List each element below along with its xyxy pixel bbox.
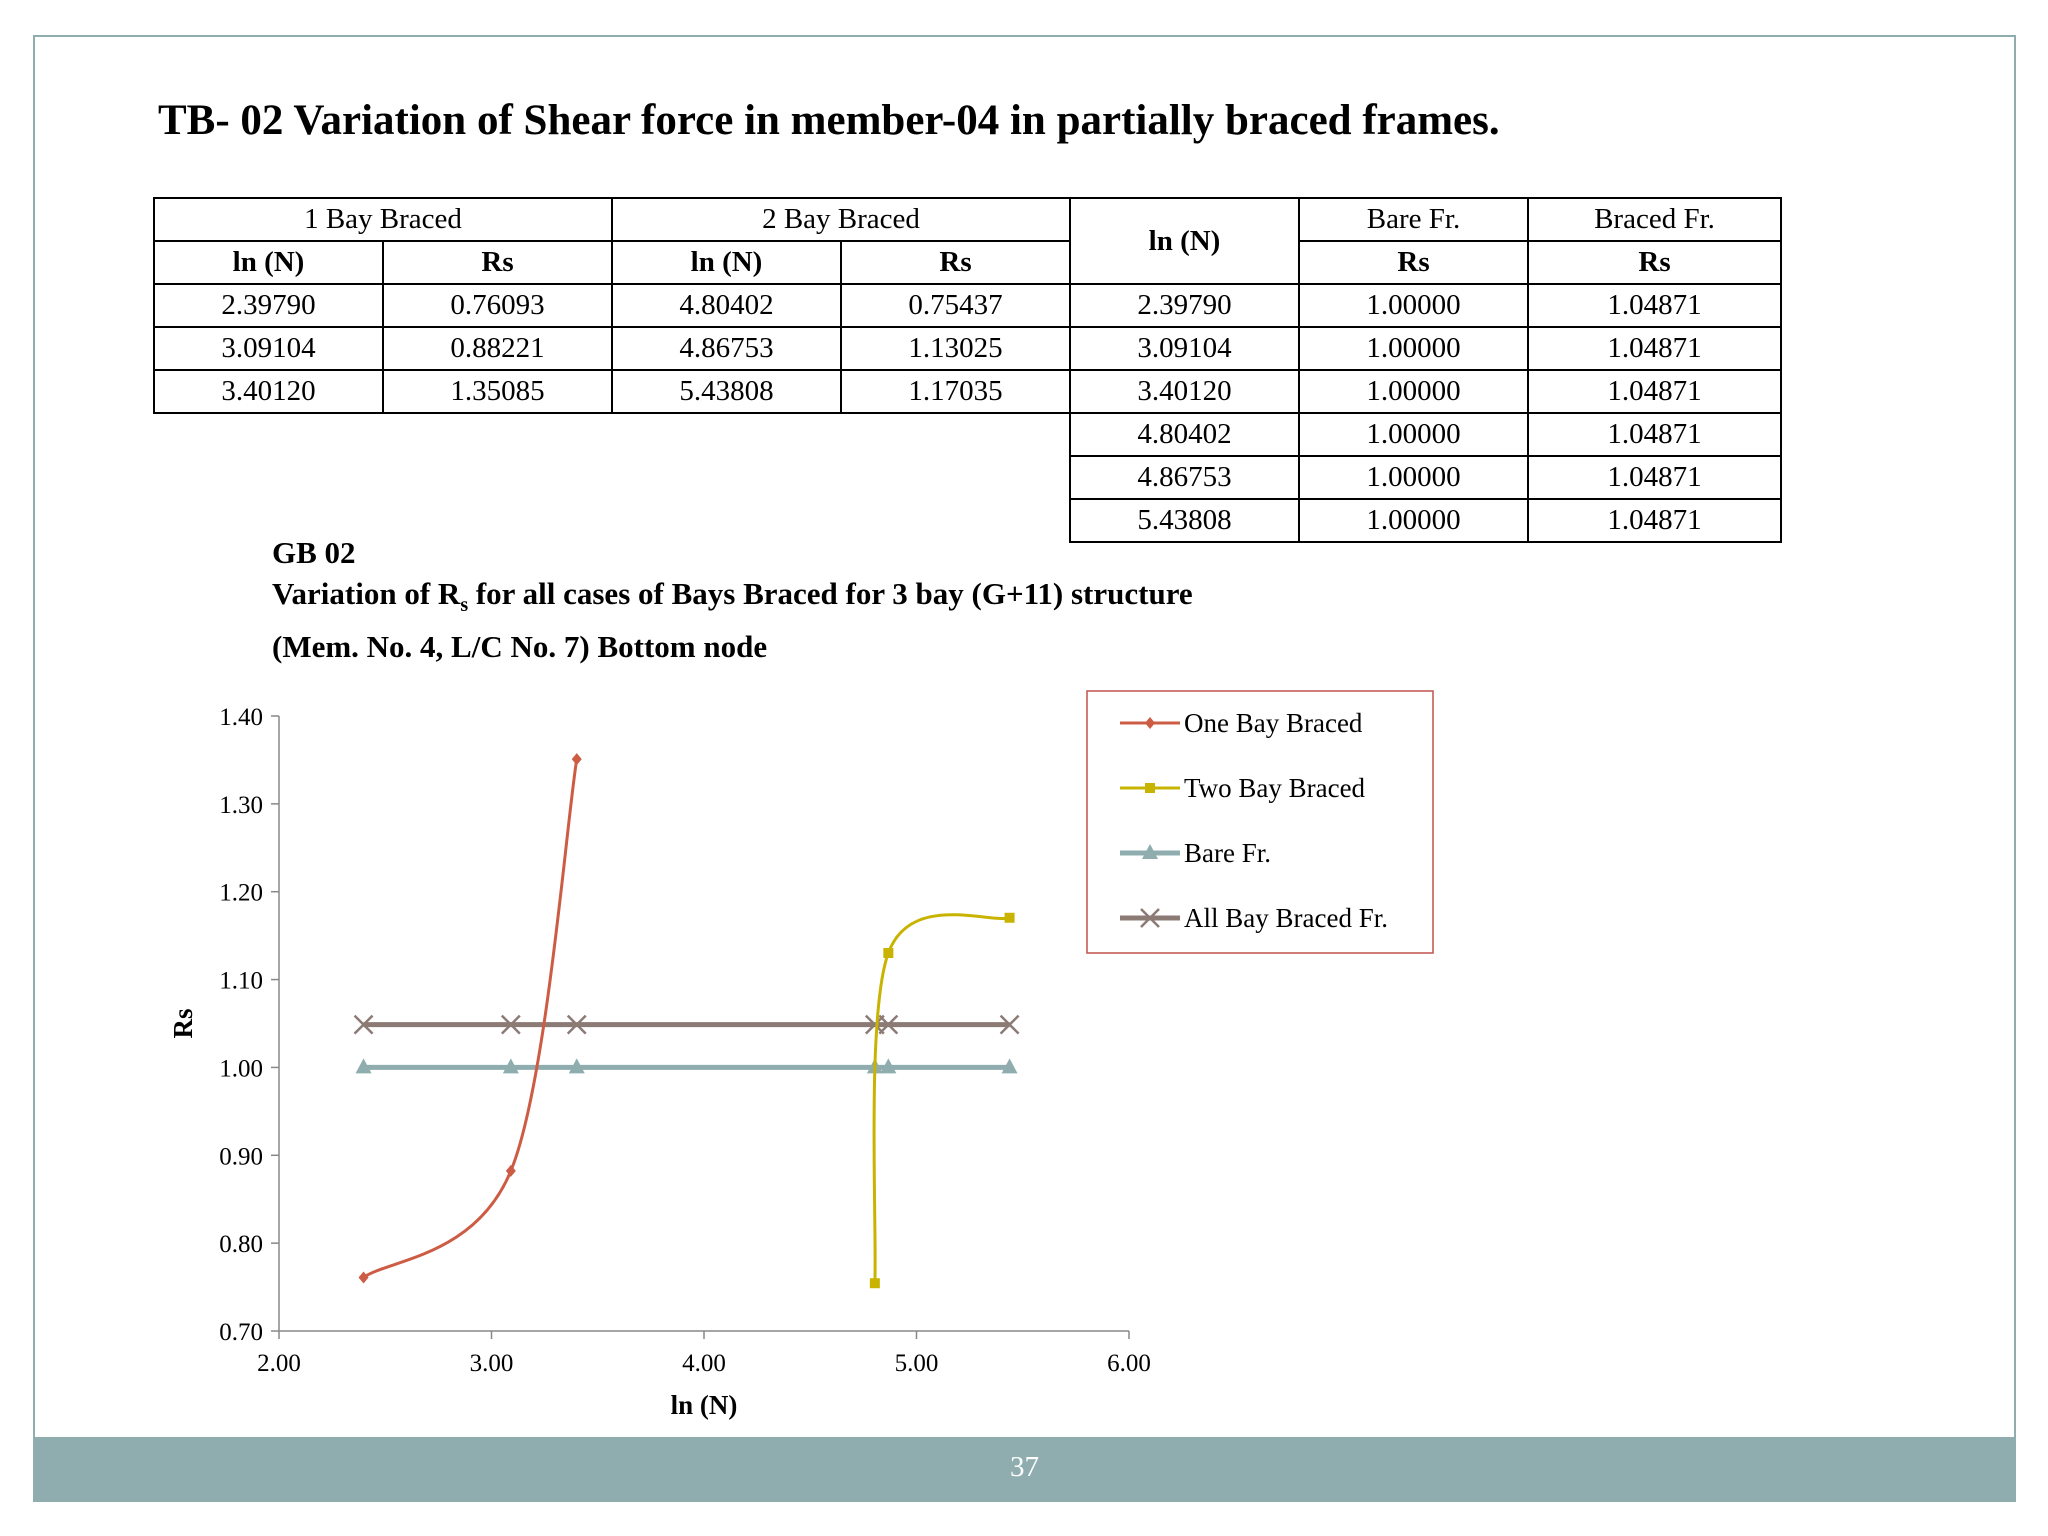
y-tick-label: 1.00 [219, 1055, 263, 1083]
table-cell: 3.40120 [154, 370, 383, 413]
x-axis-label: ln (N) [670, 1390, 738, 1420]
table-cell: 1.00000 [1299, 413, 1528, 456]
subheader-ln: ln (N) [612, 241, 841, 284]
x-tick-label: 5.00 [894, 1350, 939, 1377]
y-tick-label: 1.30 [219, 791, 263, 819]
subheader-rs: Rs [1299, 241, 1528, 284]
y-tick-label: 1.40 [219, 704, 263, 731]
table-cell: 3.09104 [154, 327, 383, 370]
table-cell: 0.88221 [383, 327, 612, 370]
graph-subtitle: (Mem. No. 4, L/C No. 7) Bottom node [272, 629, 768, 665]
table-cell: 1.00000 [1299, 284, 1528, 327]
data-point-square [1005, 913, 1015, 923]
subheader-rs: Rs [1528, 241, 1781, 284]
graph-title-sub: s [460, 594, 469, 617]
table-cell: 4.86753 [612, 327, 841, 370]
legend-marker-square [1145, 783, 1155, 793]
table-cell: 5.43808 [1070, 499, 1299, 542]
data-point-diamond [572, 753, 582, 765]
table-cell: 4.86753 [1070, 456, 1299, 499]
table-cell: 3.09104 [1070, 327, 1299, 370]
x-tick-label: 6.00 [1107, 1350, 1151, 1377]
subheader-rs: Rs [383, 241, 612, 284]
data-point-square [883, 948, 893, 958]
table-cell: 2.39790 [154, 284, 383, 327]
graph-title-post: for all cases of Bays Braced for 3 bay (G+11) structure [468, 576, 1193, 611]
table-cell: 1.00000 [1299, 327, 1528, 370]
page-number: 37 [1010, 1451, 1039, 1483]
series-line-two-bay-braced [874, 915, 1010, 1284]
table-cell: 2.39790 [1070, 284, 1299, 327]
table-cell: 1.13025 [841, 327, 1070, 370]
y-tick-label: 1.20 [219, 879, 263, 907]
series-line-one-bay-braced [364, 759, 577, 1277]
table-cell: 0.75437 [841, 284, 1070, 327]
legend-label: One Bay Braced [1184, 708, 1363, 738]
graph-title-pre: Variation of R [272, 576, 461, 611]
table-cell: 1.04871 [1528, 284, 1781, 327]
table-cell: 0.76093 [383, 284, 612, 327]
slide-title: TB- 02 Variation of Shear force in member-04 in partially braced frames. [158, 97, 1500, 144]
subheader-rs: Rs [841, 241, 1070, 284]
y-tick-label: 0.80 [219, 1231, 263, 1259]
table-cell: 1.00000 [1299, 499, 1528, 542]
table-cell: 1.04871 [1528, 413, 1781, 456]
graph-id: GB 02 [272, 535, 356, 570]
table-cell: 1.04871 [1528, 370, 1781, 413]
x-tick-label: 3.00 [469, 1350, 514, 1377]
header-2-bay: 2 Bay Braced [612, 198, 1070, 241]
y-tick-label: 0.70 [219, 1319, 263, 1346]
table-cell: 1.35085 [383, 370, 612, 413]
header-bare-fr: Bare Fr. [1299, 198, 1528, 241]
header-braced-fr: Braced Fr. [1528, 198, 1781, 241]
table-cell: 1.04871 [1528, 327, 1781, 370]
data-point-square [870, 1278, 880, 1288]
y-tick-label: 0.90 [219, 1143, 263, 1171]
table-cell: 5.43808 [612, 370, 841, 413]
table-cell: 3.40120 [1070, 370, 1299, 413]
footer-bar [33, 1437, 2016, 1502]
table-cell: 1.04871 [1528, 456, 1781, 499]
data-point-diamond [359, 1271, 369, 1283]
data-point-diamond [506, 1165, 516, 1177]
legend-label: All Bay Braced Fr. [1184, 903, 1388, 933]
legend-label: Bare Fr. [1184, 838, 1271, 868]
x-tick-label: 4.00 [682, 1350, 726, 1377]
header-1-bay: 1 Bay Braced [154, 198, 612, 241]
y-tick-label: 1.10 [219, 967, 263, 995]
table-cell: 4.80402 [1070, 413, 1299, 456]
table-cell: 4.80402 [612, 284, 841, 327]
y-axis-label: Rs [168, 1008, 198, 1039]
x-tick-label: 2.00 [257, 1350, 301, 1377]
table-cell: 1.17035 [841, 370, 1070, 413]
table-cell: 1.00000 [1299, 370, 1528, 413]
table-cell: 1.04871 [1528, 499, 1781, 542]
subheader-ln: ln (N) [154, 241, 383, 284]
header-ln-n: ln (N) [1070, 198, 1299, 284]
table-cell: 1.00000 [1299, 456, 1528, 499]
legend-label: Two Bay Braced [1184, 773, 1366, 803]
